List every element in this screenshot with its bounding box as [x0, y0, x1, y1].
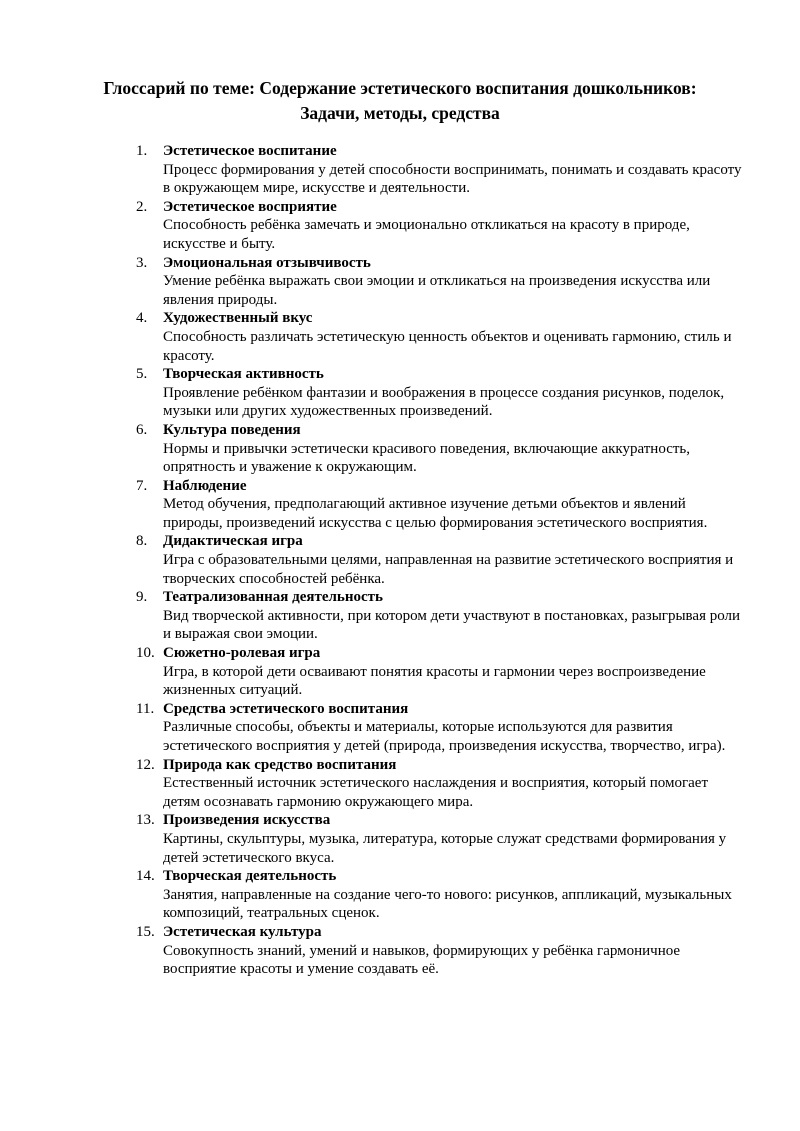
glossary-term: Эстетическое восприятие — [163, 198, 337, 215]
glossary-definition: Совокупность знаний, умений и навыков, формирующих у ребёнка гармоничное восприятие красоты и умение создавать её. — [163, 942, 681, 978]
glossary-item — [136, 309, 743, 365]
glossary-term: Культура поведения — [163, 421, 301, 438]
title-line-1: Глоссарий по теме: Содержание эстетического воспитания дошкольников: — [103, 78, 697, 98]
title-line-2: Задачи, методы, средства — [300, 103, 500, 123]
glossary-item — [136, 756, 743, 812]
item-number: 12. — [136, 756, 155, 773]
glossary-term: Театрализованная деятельность — [163, 589, 383, 606]
glossary-item — [136, 254, 743, 310]
glossary-item — [136, 532, 743, 588]
glossary-definition: Различные способы, объекты и материалы, которые используются для развития эстетического восприятия у детей (природа, произведения искусства, творчество, игра). — [163, 719, 726, 754]
item-number: 3. — [136, 254, 148, 271]
glossary-definition: Способность ребёнка замечать и эмоционально откликаться на красоту в природе, искусстве и быту. — [163, 217, 690, 252]
glossary-list — [60, 142, 743, 979]
item-number: 4. — [136, 310, 148, 327]
glossary-definition: Метод обучения, предполагающий активное изучение детьми объектов и явлений природы, произведений искусства с целью формирования эстетического восприятия. — [163, 496, 708, 531]
glossary-definition: Умение ребёнка выражать свои эмоции и откликаться на произведения искусства или явления природы. — [163, 273, 711, 308]
glossary-term: Сюжетно-ролевая игра — [163, 645, 321, 662]
item-number: 5. — [136, 366, 148, 383]
glossary-term: Произведения искусства — [163, 812, 331, 829]
glossary-term: Художественный вкус — [163, 310, 313, 327]
glossary-definition: Способность различать эстетическую ценность объектов и оценивать гармонию, стиль и красоту. — [163, 328, 732, 364]
glossary-term: Дидактическая игра — [163, 533, 303, 550]
glossary-item — [136, 867, 743, 923]
glossary-definition: Нормы и привычки эстетически красивого поведения, включающие аккуратность, опрятность и уважение к окружающим. — [163, 440, 691, 476]
item-number: 10. — [136, 645, 155, 662]
glossary-item — [136, 421, 743, 477]
item-number: 14. — [136, 868, 155, 885]
item-number: 13. — [136, 812, 155, 829]
glossary-definition: Занятия, направленные на создание чего-то нового: рисунков, аппликаций, музыкальных композиций, театральных сценок. — [163, 886, 732, 922]
glossary-term: Средства эстетического воспитания — [163, 700, 409, 717]
glossary-term: Эмоциональная отзывчивость — [163, 254, 371, 271]
glossary-definition: Процесс формирования у детей способности воспринимать, понимать и создавать красоту в окружающем мире, искусстве и деятельности. — [163, 161, 742, 197]
glossary-item — [136, 142, 743, 198]
glossary-item — [136, 811, 743, 867]
glossary-term: Эстетическое воспитание — [163, 143, 337, 159]
glossary-term: Творческая активность — [163, 366, 324, 383]
glossary-item — [136, 644, 743, 700]
glossary-item — [136, 588, 743, 644]
item-number: 8. — [136, 533, 148, 550]
glossary-definition: Проявление ребёнком фантазии и воображения в процессе создания рисунков, поделок, музыки или других художественных произведений. — [163, 384, 725, 420]
glossary-item — [136, 365, 743, 421]
glossary-term: Природа как средство воспитания — [163, 756, 397, 773]
glossary-term: Творческая деятельность — [163, 868, 337, 885]
glossary-definition: Игра с образовательными целями, направленная на развитие эстетического восприятия и творческих способностей ребёнка. — [163, 552, 734, 587]
item-number: 2. — [136, 198, 148, 215]
item-number: 6. — [136, 421, 148, 438]
glossary-term: Эстетическая культура — [163, 923, 322, 940]
page-title — [60, 76, 740, 126]
item-number: 1. — [136, 143, 148, 159]
glossary-definition: Картины, скульптуры, музыка, литература, которые служат средствами формирования у детей эстетического вкуса. — [163, 830, 727, 866]
glossary-definition: Естественный источник эстетического наслаждения и восприятия, который помогает детям осознавать гармонию окружающего мира. — [163, 775, 709, 810]
glossary-definition: Вид творческой активности, при котором дети участвуют в постановках, разыгрывая роли и выражая свои эмоции. — [163, 607, 741, 643]
glossary-definition: Игра, в которой дети осваивают понятия красоты и гармонии через воспроизведение жизненных ситуаций. — [163, 663, 706, 699]
glossary-item — [136, 923, 743, 979]
item-number: 9. — [136, 589, 148, 606]
item-number: 11. — [136, 700, 155, 717]
item-number: 7. — [136, 477, 148, 494]
glossary-item — [136, 477, 743, 533]
item-number: 15. — [136, 923, 155, 940]
glossary-term: Наблюдение — [163, 477, 247, 494]
glossary-item — [136, 700, 743, 756]
glossary-item — [136, 198, 743, 254]
